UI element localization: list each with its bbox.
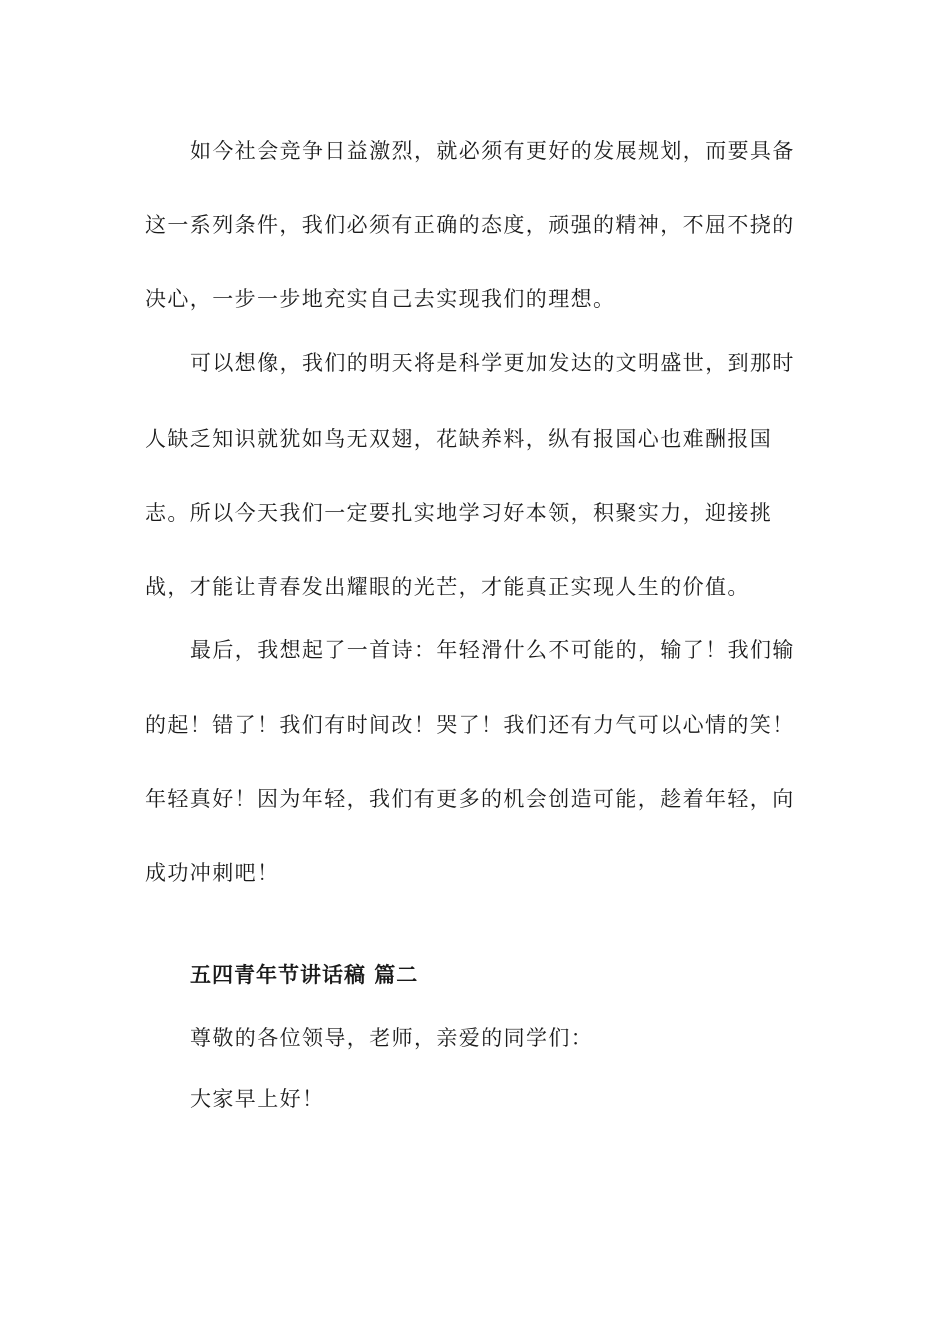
paragraph-3-line-2: 的起！错了！我们有时间改！哭了！我们还有力气可以心情的笑！	[145, 713, 795, 737]
paragraph-2-line-3: 志。所以今天我们一定要扎实地学习好本领，积聚实力，迎接挑	[145, 501, 773, 525]
paragraph-2-line-4: 战，才能让青春发出耀眼的光芒，才能真正实现人生的价值。	[145, 575, 750, 599]
paragraph-1-line-3: 决心，一步一步地充实自己去实现我们的理想。	[145, 287, 616, 311]
paragraph-3-line-4: 成功冲刺吧！	[145, 861, 280, 885]
paragraph-1-line-1: 如今社会竞争日益激烈，就必须有更好的发展规划，而要具备	[190, 139, 795, 163]
salutation-line: 大家早上好！	[190, 1087, 325, 1111]
paragraph-1-line-2: 这一系列条件，我们必须有正确的态度，顽强的精神，不屈不挠的	[145, 213, 795, 237]
paragraph-3-line-3: 年轻真好！因为年轻，我们有更多的机会创造可能，趁着年轻，向	[145, 787, 795, 811]
paragraph-3-line-1: 最后，我想起了一首诗：年轻滑什么不可能的，输了！我们输	[190, 638, 795, 662]
greeting-line: 尊敬的各位领导，老师，亲爱的同学们：	[190, 1026, 594, 1050]
section-heading: 五四青年节讲话稿 篇二	[190, 963, 419, 987]
paragraph-2-line-1: 可以想像，我们的明天将是科学更加发达的文明盛世，到那时	[190, 351, 795, 375]
paragraph-2-line-2: 人缺乏知识就犹如鸟无双翅，花缺养料，纵有报国心也难酬报国	[145, 427, 773, 451]
